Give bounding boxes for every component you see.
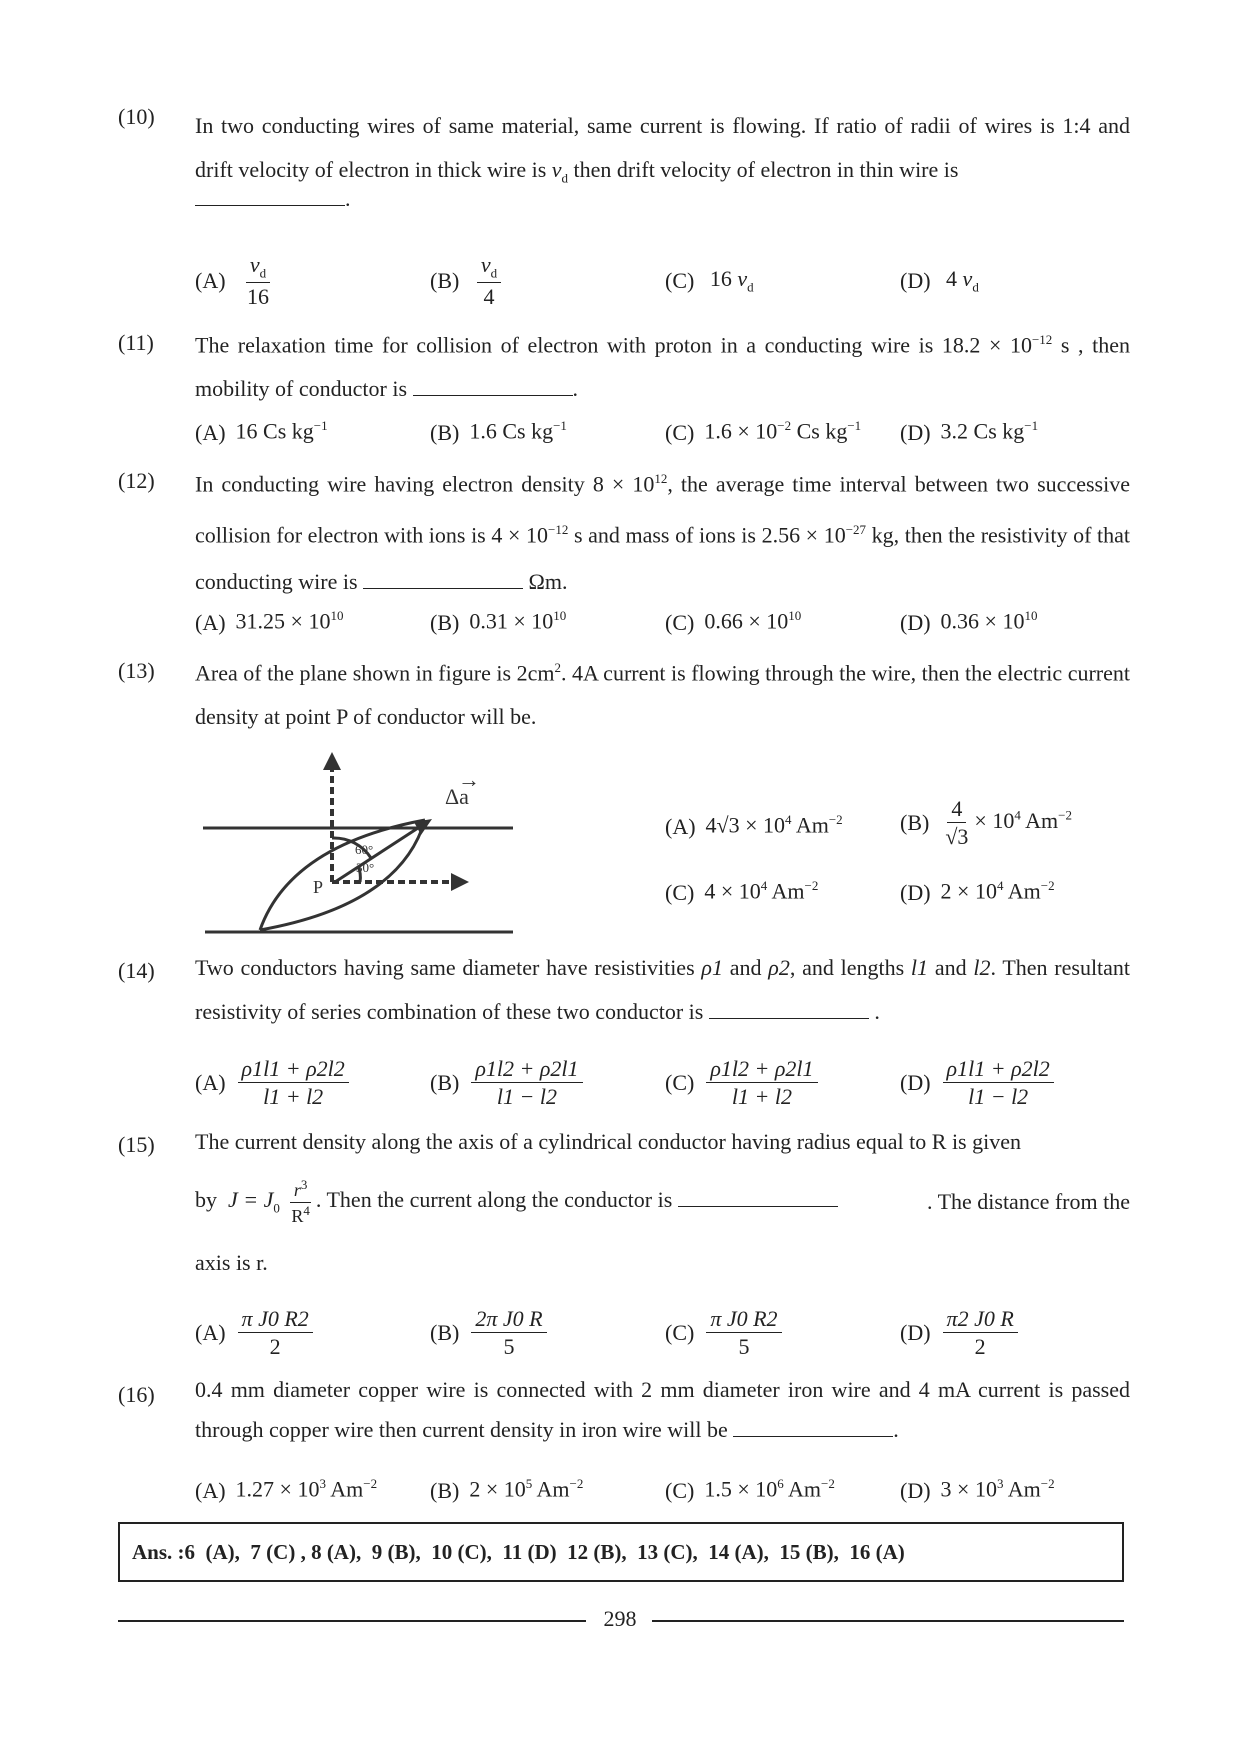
question-text: In conducting wire having electron density $8 \times 10^{12}$, the average time interval between two successive collision for electron with ions is $4 \times 10^{-12}$ s and mass of ions is $2.56 \times 10^{-27}$ kg, then the resistivity of that conducting wire is Ωm. bbox=[195, 471, 1131, 594]
option-b: (B) $\frac{\text{2π J0 R}}{5}$ bbox=[430, 1306, 549, 1360]
option-b: (B) $2 \times 10^5$ $Am^{-2}$ bbox=[430, 1476, 584, 1504]
option-c: (C) 16 $v_d$ bbox=[665, 266, 754, 295]
option-b: (B) $0.31 \times 10^{10}$ bbox=[430, 608, 567, 636]
area-vector-label: Δa bbox=[445, 784, 469, 809]
vertical-arrowhead bbox=[323, 752, 341, 770]
answer-blank: . bbox=[195, 186, 351, 212]
question-text: 0.4 mm diameter copper wire is connected with 2 mm diameter iron wire and 4 mA current is passed through copper wire then current density in iron wire will be . bbox=[195, 1377, 1130, 1442]
option-d: (D) $3 \times 10^3$ $Am^{-2}$ bbox=[900, 1476, 1055, 1504]
option-b: (B) $\frac{4}{√3}$ × $10^4$ $Am^{-2}$ bbox=[900, 796, 1072, 850]
footer-rule-right bbox=[652, 1620, 1124, 1622]
option-a: (A) $4√3 \times 10^4$ $Am^{-2}$ bbox=[665, 812, 843, 840]
question-number: (14) bbox=[118, 958, 155, 983]
current-density-figure bbox=[195, 740, 535, 940]
angle-30-label: 30° bbox=[356, 860, 375, 875]
option-a: (A) $1.27 \times 10^3$ $Am^{-2}$ bbox=[195, 1476, 378, 1504]
option-c: (C) $4 \times 10^4$ $Am^{-2}$ bbox=[665, 878, 819, 906]
option-d: (D) 4 $v_d$ bbox=[900, 266, 979, 295]
angle-60-label: 60° bbox=[355, 842, 374, 857]
question-number: (16) bbox=[118, 1382, 155, 1407]
page-number: 298 bbox=[603, 1606, 637, 1631]
footer-rule-left bbox=[118, 1620, 586, 1622]
question-text-line2: by $J = J_0$ $\frac{r^3}{R^4}$ . Then the current along the conductor is . The distance from the bbox=[195, 1177, 1130, 1226]
question-number: (15) bbox=[118, 1132, 155, 1157]
horizontal-arrowhead bbox=[451, 873, 469, 891]
question-number: (11) bbox=[118, 330, 154, 355]
option-d: (D) 3.2 Cs $kg^{-1}$ bbox=[900, 418, 1039, 446]
option-d: (D) $2 \times 10^4$ $Am^{-2}$ bbox=[900, 878, 1055, 906]
option-c: (C) $0.66 \times 10^{10}$ bbox=[665, 608, 802, 636]
question-number: (12) bbox=[118, 468, 155, 493]
point-p-label: P bbox=[313, 877, 324, 897]
answer-key-text: Ans. :6 (A), 7 (C) , 8 (A), 9 (B), 10 (C), 11 (D) 12 (B), 13 (C), 14 (A), 15 (B), 16 (A) bbox=[132, 1539, 905, 1564]
vector-arrow-mark: → bbox=[458, 767, 480, 792]
question-number: (10) bbox=[118, 104, 155, 129]
option-b: (B) $\frac{\rho 1l2 + \rho 2l1}{l1 - l2}$ bbox=[430, 1056, 585, 1110]
question-text: The relaxation time for collision of electron with proton in a conducting wire is $18.2 \times 10^{-12}$ s , then mobility of conductor is . bbox=[195, 332, 1130, 402]
option-d: (D) $0.36 \times 10^{10}$ bbox=[900, 608, 1038, 636]
answer-key-box bbox=[118, 1522, 1124, 1582]
area-vector-line bbox=[335, 828, 418, 882]
plane-upper-curve bbox=[260, 820, 425, 930]
option-d: (D) $\frac{\pi 2 J0 R}{2}$ bbox=[900, 1306, 1020, 1360]
option-a: (A) $\frac{v_d}{16}$ bbox=[195, 252, 270, 310]
option-c: (C) $1.5 \times 10^6$ $Am^{-2}$ bbox=[665, 1476, 835, 1504]
option-a: (A) $31.25 \times 10^{10}$ bbox=[195, 608, 344, 636]
option-a: (A) $\frac{\rho 1l1 + \rho 2l2}{l1 + l2}$ bbox=[195, 1056, 351, 1110]
option-c: (C) $\frac{\text{π J0 R2}}{5}$ bbox=[665, 1306, 784, 1360]
option-b: (B) $\frac{v_d}{4}$ bbox=[430, 252, 503, 310]
question-text: Two conductors having same diameter have resistivities ρ1 and ρ2, and lengths l1 and l2. Then resultant resistivity of series combination of these two conductor is . bbox=[195, 955, 1131, 1024]
option-a: (A) 16 Cs $kg^{-1}$ bbox=[195, 418, 328, 446]
question-text-line1: The current density along the axis of a cylindrical conductor having radius equal to R is given bbox=[195, 1129, 1021, 1154]
question-text: In two conducting wires of same material, same current is flowing. If ratio of radii of wires is 1:4 and drift velocity of electron in thick wire is $v_d$ then drift velocity of electron in thin wire is bbox=[195, 113, 1130, 186]
option-a: (A) $\frac{\text{π J0 R2}}{2}$ bbox=[195, 1306, 315, 1360]
question-text-line3: axis is r. bbox=[195, 1250, 268, 1275]
option-b: (B) 1.6 Cs $kg^{-1}$ bbox=[430, 418, 567, 446]
option-c: (C) $1.6 \times 10^{-2}$ Cs $kg^{-1}$ bbox=[665, 418, 862, 446]
plane-lower-curve bbox=[260, 820, 425, 930]
option-d: (D) $\frac{\rho 1l1 + \rho 2l2}{l1 - l2}$ bbox=[900, 1056, 1056, 1110]
question-number: (13) bbox=[118, 658, 155, 683]
question-text: Area of the plane shown in figure is $2cm^2$. 4A current is flowing through the wire, then the electric current density at point P of conductor will be. bbox=[195, 660, 1130, 730]
option-c: (C) $\frac{\rho 1l2 + \rho 2l1}{l1 + l2}$ bbox=[665, 1056, 820, 1110]
